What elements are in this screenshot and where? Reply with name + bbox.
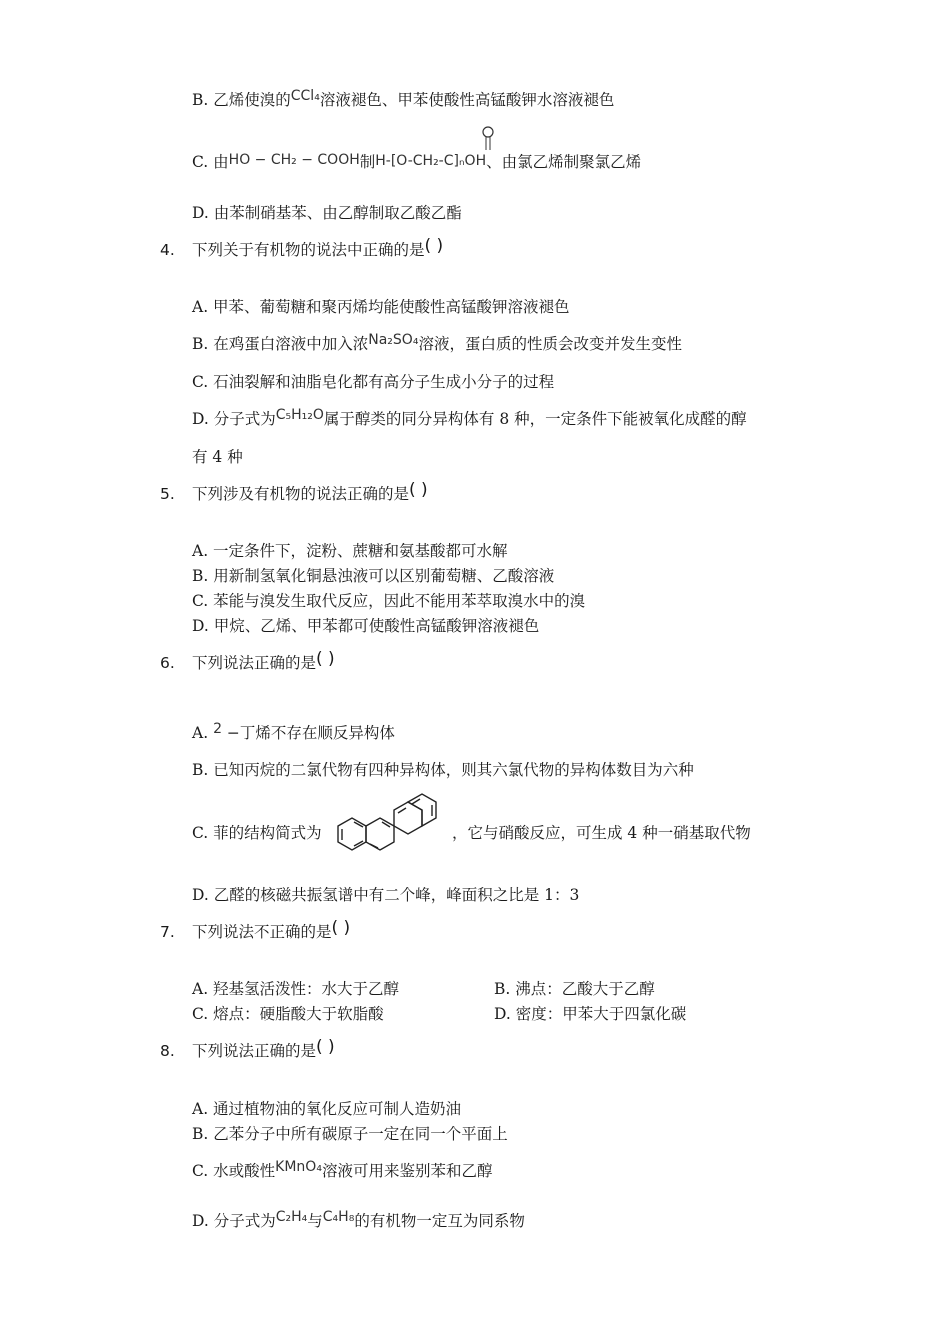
q3-option-b: B. 乙烯使溴的CCl₄溶液褪色、甲苯使酸性高锰酸钾水溶液褪色 (192, 88, 615, 109)
q6-stem: 下列说法正确的是( ) (192, 649, 335, 672)
q7-option-d: D. 密度：甲苯大于四氯化碳 (494, 1005, 687, 1023)
q8-d-formula-1: C₂H₄ (275, 1209, 308, 1225)
q8-option-b: B. 乙苯分子中所有碳原子一定在同一个平面上 (192, 1125, 508, 1143)
q7-option-b: B. 沸点：乙酸大于乙醇 (494, 980, 655, 998)
q5-stem: 下列涉及有机物的说法正确的是( ) (192, 480, 428, 503)
q7-answer-blank[interactable]: ( ) (331, 918, 351, 938)
q5-answer-blank[interactable]: ( ) (409, 480, 428, 500)
q6-option-a: A. 2 −丁烯不存在顺反异构体 (192, 721, 395, 742)
q7-stem: 下列说法不正确的是( ) (192, 918, 351, 941)
q4-answer-blank[interactable]: ( ) (424, 236, 444, 256)
q4-option-a: A. 甲苯、葡萄糖和聚丙烯均能使酸性高锰酸钾溶液褪色 (192, 298, 570, 316)
q8-stem: 下列说法正确的是( ) (192, 1037, 335, 1060)
q3-option-d: D. 由苯制硝基苯、由乙醇制取乙酸乙酯 (192, 204, 462, 222)
q7-number: 7. (160, 923, 175, 941)
q8-option-d: D. 分子式为C₂H₄与C₄H₈的有机物一定互为同系物 (192, 1209, 525, 1230)
q6-option-d: D. 乙醛的核磁共振氢谱中有二个峰，峰面积之比是 1：3 (192, 886, 580, 904)
q4-d-formula: C₅H₁₂O (275, 407, 324, 423)
q6-answer-blank[interactable]: ( ) (316, 649, 335, 669)
q5-option-c: C. 苯能与溴发生取代反应，因此不能用苯萃取溴水中的溴 (192, 592, 586, 610)
q6-a-formula: 2 (213, 721, 222, 737)
phenanthrene-structure-icon (332, 782, 450, 864)
q7-option-a: A. 羟基氢活泼性：水大于乙醇 (192, 980, 400, 998)
q5-option-b: B. 用新制氢氧化铜悬浊液可以区别葡萄糖、乙酸溶液 (192, 567, 555, 585)
q8-option-a: A. 通过植物油的氧化反应可制人造奶油 (192, 1100, 462, 1118)
q3-option-c: C. 由HO − CH₂ − COOH制H-[O-CH₂-C]ₙOH、由氯乙烯制聚氯乙烯 (192, 152, 642, 171)
q3-b-formula: CCl₄ (290, 88, 320, 104)
q5-option-d: D. 甲烷、乙烯、甲苯都可使酸性高锰酸钾溶液褪色 (192, 617, 540, 635)
q4-stem: 下列关于有机物的说法中正确的是( ) (192, 236, 444, 259)
q6-option-b: B. 已知丙烷的二氯代物有四种异构体，则其六氯代物的异构体数目为六种 (192, 761, 694, 779)
q8-number: 8. (160, 1042, 175, 1060)
q3-c-formula: HO − CH₂ − COOH (228, 152, 360, 168)
q6-number: 6. (160, 654, 175, 672)
q4-option-c: C. 石油裂解和油脂皂化都有高分子生成小分子的过程 (192, 373, 555, 391)
q4-option-d-cont: 有 4 种 (192, 448, 243, 466)
q5-number: 5. (160, 485, 175, 503)
q4-option-d: D. 分子式为C₅H₁₂O属于醇类的同分异构体有 8 种，一定条件下能被氧化成醛的醇 (192, 407, 747, 428)
q8-option-c: C. 水或酸性KMnO₄溶液可用来鉴别苯和乙醇 (192, 1159, 493, 1180)
q7-option-c: C. 熔点：硬脂酸大于软脂酸 (192, 1005, 384, 1023)
q4-option-b: B. 在鸡蛋白溶液中加入浓Na₂SO₄溶液，蛋白质的性质会改变并发生变性 (192, 332, 682, 353)
q8-answer-blank[interactable]: ( ) (316, 1037, 335, 1057)
q6-option-c-post: ，它与硝酸反应，可生成 4 种一硝基取代物 (452, 824, 751, 842)
q8-d-formula-2: C₄H₈ (322, 1209, 355, 1225)
q3-c-polymer: H-[O-CH₂-C]ₙOH (375, 153, 487, 169)
carbonyl-group-icon (480, 126, 496, 152)
q6-option-c-pre: C. 菲的结构简式为 (192, 824, 322, 842)
q8-c-formula: KMnO₄ (275, 1159, 322, 1175)
q5-option-a: A. 一定条件下，淀粉、蔗糖和氨基酸都可水解 (192, 542, 508, 560)
q4-number: 4. (160, 241, 175, 259)
q4-b-formula: Na₂SO₄ (368, 332, 419, 348)
